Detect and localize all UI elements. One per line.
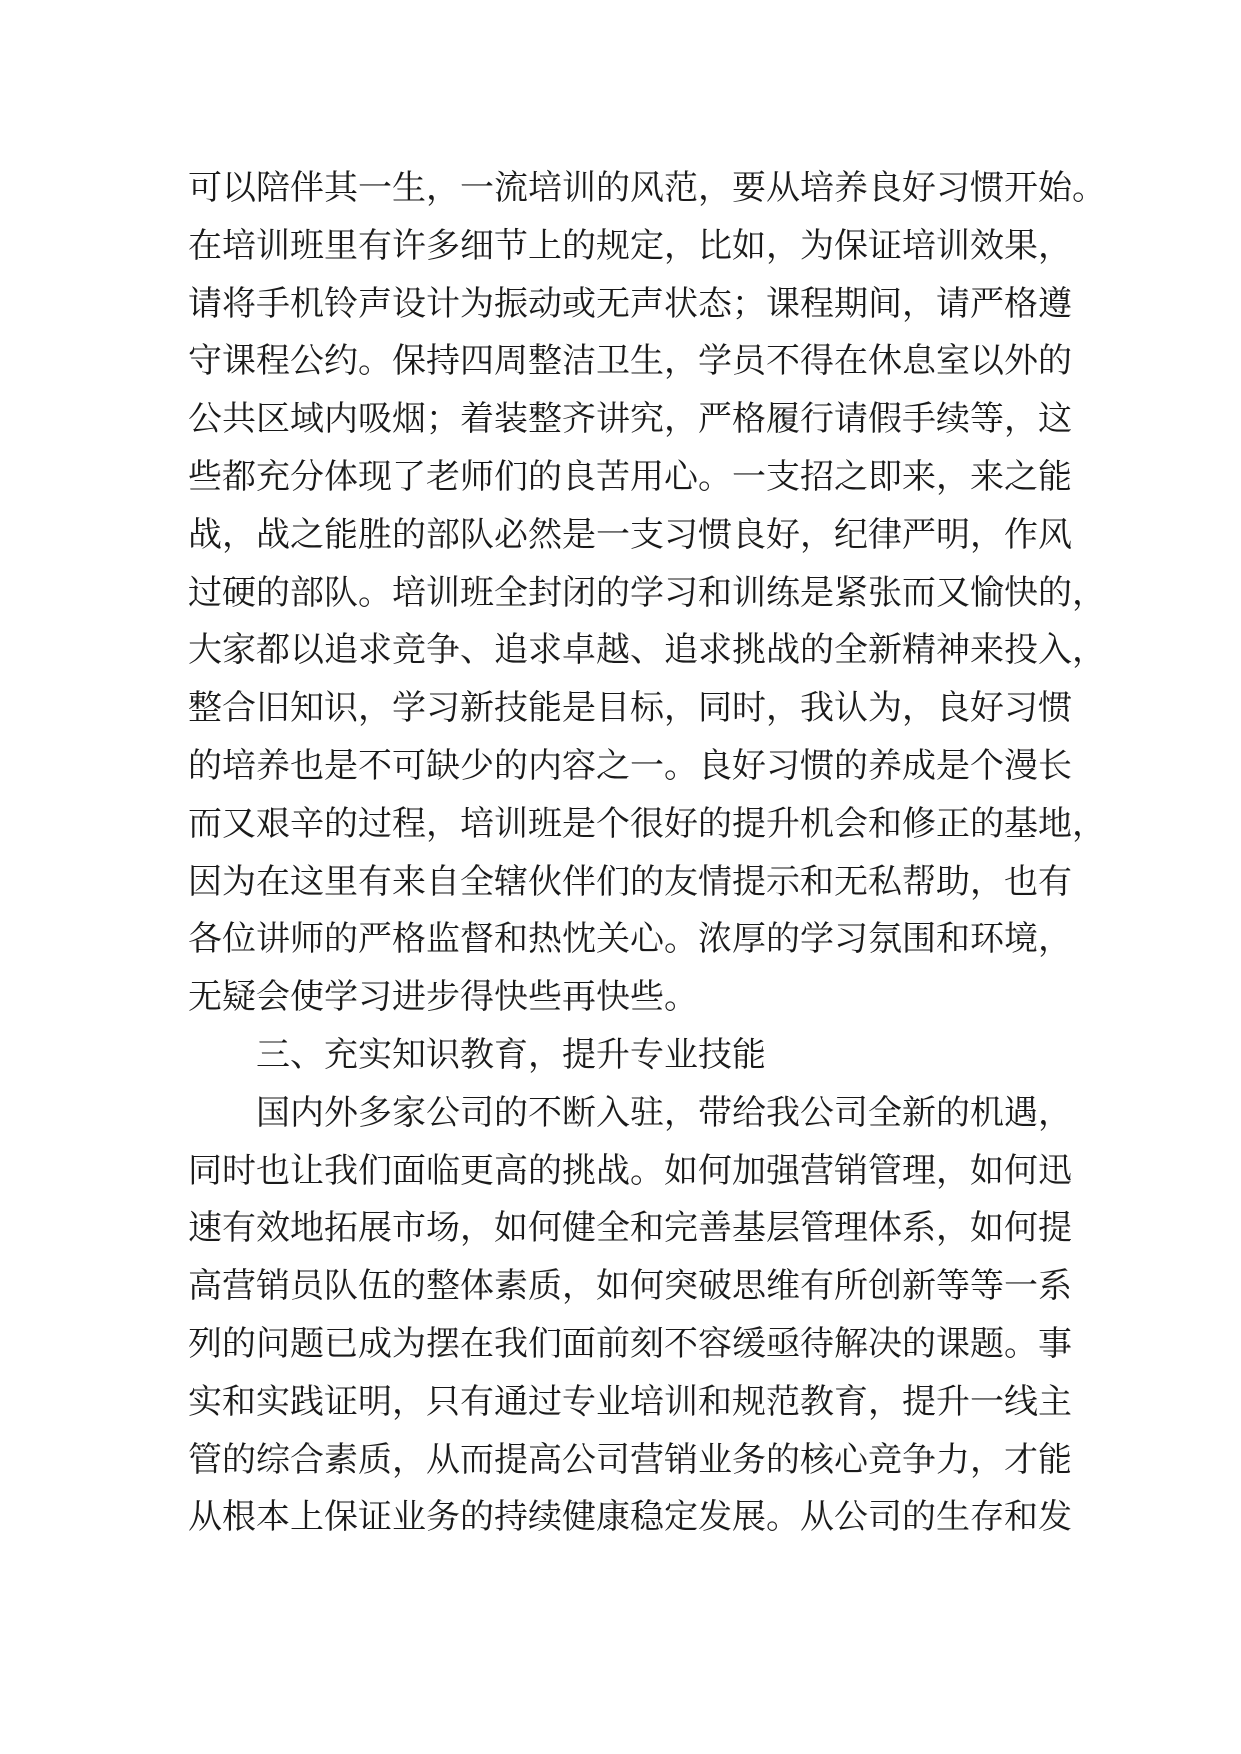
text-line: 过硬的部队。培训班全封闭的学习和训练是紧张而又愉快的， (188, 572, 1106, 613)
text-line: 速有效地拓展市场，如何健全和完善基层管理体系，如何提 (188, 1208, 1072, 1249)
text-line: 的培养也是不可缺少的内容之一。良好习惯的养成是个漫长 (188, 745, 1072, 786)
text-line: 战，战之能胜的部队必然是一支习惯良好，纪律严明，作风 (188, 514, 1072, 555)
text-line: 管的综合素质，从而提高公司营销业务的核心竞争力，才能 (188, 1439, 1072, 1480)
text-line: 公共区域内吸烟；着装整齐讲究，严格履行请假手续等，这 (188, 399, 1072, 440)
text-line: 请将手机铃声设计为振动或无声状态；课程期间，请严格遵 (188, 283, 1072, 324)
text-line: 同时也让我们面临更高的挑战。如何加强营销管理，如何迅 (188, 1150, 1072, 1191)
text-line: 列的问题已成为摆在我们面前刻不容缓亟待解决的课题。事 (188, 1323, 1072, 1364)
text-line: 可以陪伴其一生，一流培训的风范，要从培养良好习惯开始。 (188, 168, 1106, 208)
paragraph-end-line: 无疑会使学习进步得快些再快些。 (188, 977, 698, 1018)
text-line: 高营销员队伍的整体素质，如何突破思维有所创新等等一系 (188, 1266, 1072, 1307)
text-line: 在培训班里有许多细节上的规定，比如，为保证培训效果， (188, 225, 1072, 266)
text-line: 因为在这里有来自全辖伙伴们的友情提示和无私帮助，也有 (188, 861, 1072, 902)
body-text (188, 160, 1106, 1547)
text-line: 而又艰辛的过程，培训班是个很好的提升机会和修正的基地， (188, 803, 1106, 844)
text-line: 大家都以追求竞争、追求卓越、追求挑战的全新精神来投入， (188, 630, 1106, 671)
paragraph-first-line: 国内外多家公司的不断入驻，带给我公司全新的机遇， (256, 1092, 1072, 1133)
text-line: 守课程公约。保持四周整洁卫生，学员不得在休息室以外的 (188, 341, 1072, 382)
text-line: 各位讲师的严格监督和热忱关心。浓厚的学习氛围和环境， (188, 919, 1072, 960)
text-line: 实和实践证明，只有通过专业培训和规范教育，提升一线主 (188, 1381, 1072, 1422)
text-line: 些都充分体现了老师们的良苦用心。一支招之即来，来之能 (188, 456, 1072, 497)
section-heading: 三、充实知识教育，提升专业技能 (256, 1034, 766, 1075)
text-line: 从根本上保证业务的持续健康稳定发展。从公司的生存和发 (188, 1497, 1072, 1538)
text-line: 整合旧知识，学习新技能是目标，同时，我认为，良好习惯 (188, 688, 1072, 729)
